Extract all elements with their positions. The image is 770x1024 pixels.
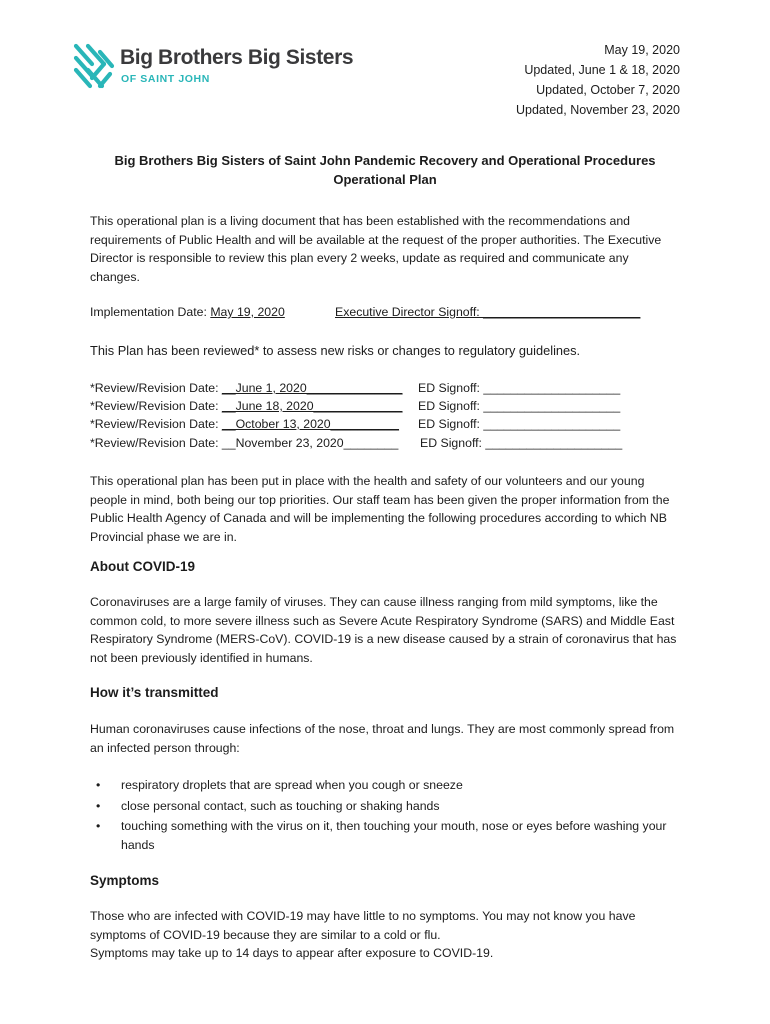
date-line: Updated, June 1 & 18, 2020	[524, 63, 680, 77]
document-title	[90, 151, 680, 189]
revision-dates	[516, 40, 680, 120]
symptoms-onset: Symptoms may take up to 14 days to appear after exposure to COVID-19.	[90, 946, 494, 960]
review-row	[90, 381, 402, 395]
review-label: *Review/Revision Date:	[90, 381, 222, 395]
logo-subtitle: OF SAINT JOHN	[121, 73, 210, 85]
logo-mark-icon	[72, 42, 116, 90]
review-label: *Review/Revision Date:	[90, 399, 222, 413]
list-item	[90, 776, 680, 795]
bullet-icon: •	[96, 798, 101, 813]
review-row	[90, 436, 398, 450]
about-paragraph: Coronaviruses are a large family of viruses. They can cause illness ranging from mild symptoms, like the common cold, to more severe illness such as Severe Acute Respiratory Syndrome (SARS) and Middle East Respiratory Syndrome (MERS-CoV). COVID-19 is a new disease caused by a strain of coronavirus that has not been previously identified in humans.	[90, 595, 677, 665]
executive-director-signoff: Executive Director Signoff: _______________________	[335, 305, 641, 319]
list-item-text: close personal contact, such as touching or shaking hands	[121, 798, 440, 813]
date-line: Updated, November 23, 2020	[516, 103, 680, 117]
ed-signoff: ED Signoff: ____________________	[420, 436, 623, 450]
list-item	[90, 797, 680, 816]
safety-paragraph: This operational plan has been put in place with the health and safety of our volunteers and our young people in mind, both being our top priorities. Our staff team has been given the proper information from the Public Health Agency of Canada and will be implementing the following procedures according to which NB Provincial phase we are in.	[90, 474, 670, 544]
review-date: __June 1, 2020______________	[221, 381, 403, 395]
implementation-date-value: May 19, 2020	[210, 305, 285, 319]
review-label: *Review/Revision Date:	[90, 417, 222, 431]
review-row	[90, 399, 402, 413]
logo-name: Big Brothers Big Sisters	[120, 46, 354, 69]
bullet-icon: •	[96, 778, 101, 792]
implementation-date	[90, 305, 285, 319]
title-line: Big Brothers Big Sisters of Saint John Pandemic Recovery and Operational Procedures	[114, 153, 656, 168]
reviewed-note: This Plan has been reviewed* to assess new risks or changes to regulatory guidelines.	[90, 343, 581, 358]
ed-signoff: ED Signoff: ____________________	[418, 399, 621, 413]
about-heading: About COVID-19	[90, 559, 196, 574]
transmitted-heading: How it’s transmitted	[90, 685, 219, 700]
review-row	[90, 417, 399, 431]
date-line: Updated, October 7, 2020	[536, 83, 680, 97]
title-line: Operational Plan	[333, 172, 437, 187]
review-date: __October 13, 2020__________	[221, 417, 399, 431]
review-label: *Review/Revision Date:	[90, 436, 222, 450]
transmission-list	[90, 776, 680, 857]
ed-signoff: ED Signoff: ____________________	[418, 417, 621, 431]
organization-logo	[72, 42, 354, 92]
list-item	[90, 817, 680, 855]
transmitted-paragraph: Human coronaviruses cause infections of the nose, throat and lungs. They are most commonly spread from an infected person through:	[90, 722, 675, 755]
symptoms-heading: Symptoms	[90, 873, 160, 888]
intro-paragraph: This operational plan is a living document that has been established with the recommendations and requirements of Public Health and will be available at the request of the proper authorities. The Executive Director is responsible to review this plan every 2 weeks, update as required and communicate any changes.	[90, 214, 662, 284]
implementation-label: Implementation Date:	[90, 305, 211, 319]
review-date: __November 23, 2020________	[221, 436, 399, 450]
ed-signoff: ED Signoff: ____________________	[418, 381, 621, 395]
date-line: May 19, 2020	[604, 43, 680, 57]
list-item-text: respiratory droplets that are spread when you cough or sneeze	[121, 778, 463, 792]
list-item-text: touching something with the virus on it, then touching your mouth, nose or eyes before washing your hands	[121, 819, 667, 852]
bullet-icon: •	[96, 819, 101, 833]
symptoms-paragraph: Those who are infected with COVID-19 may have little to no symptoms. You may not know you have symptoms of COVID-19 because they are similar to a cold or flu.	[90, 909, 636, 942]
review-date: __June 18, 2020_____________	[221, 399, 403, 413]
